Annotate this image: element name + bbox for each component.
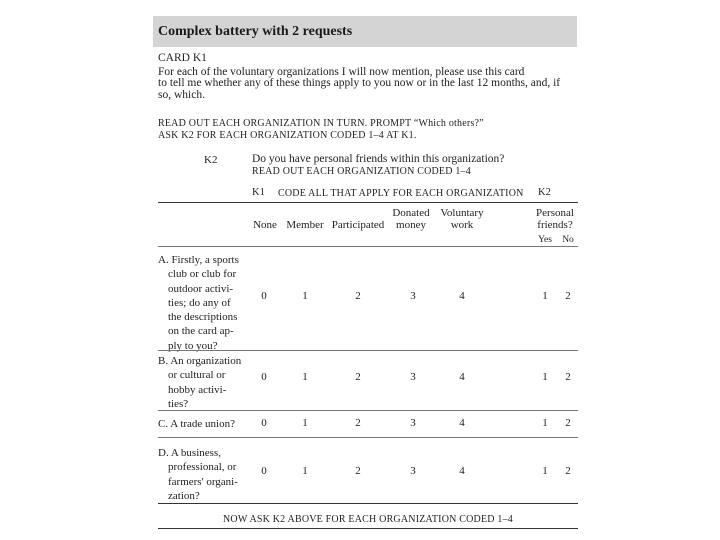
col-voluntary-line1: Voluntary bbox=[440, 207, 484, 219]
page-title: Complex battery with 2 requests bbox=[158, 24, 353, 39]
row-a-code-donated: 3 bbox=[410, 290, 416, 302]
header-rule-top bbox=[158, 202, 578, 203]
intro-line-2: to tell me whether any of these things apply to you now or in the last 12 months, and, if bbox=[158, 77, 561, 89]
row-d-friends-yes: 1 bbox=[542, 465, 548, 477]
intro-line-3: so, which. bbox=[158, 89, 205, 101]
col-donated-line1: Donated bbox=[392, 207, 430, 219]
row-d-code-participated: 2 bbox=[355, 465, 361, 477]
row-d-line: professional, or bbox=[168, 461, 237, 474]
table-rule-bottom bbox=[158, 503, 578, 504]
col-member: Member bbox=[286, 219, 324, 231]
row-b-code-donated: 3 bbox=[410, 371, 416, 383]
row-b-line: ties? bbox=[168, 397, 189, 410]
col-none: None bbox=[253, 219, 277, 231]
row-b-divider bbox=[158, 410, 578, 411]
row-c-code-participated: 2 bbox=[355, 417, 361, 429]
col-yes: Yes bbox=[538, 235, 552, 245]
k2-column-label: K2 bbox=[538, 187, 551, 198]
row-c-code-member: 1 bbox=[302, 417, 308, 429]
row-a-friends-yes: 1 bbox=[542, 290, 548, 302]
footer-rule bbox=[158, 528, 578, 529]
row-c-code-none: 0 bbox=[261, 417, 267, 429]
row-a-line: the descriptions bbox=[168, 311, 238, 324]
row-c-divider bbox=[158, 437, 578, 438]
row-a-code-participated: 2 bbox=[355, 290, 361, 302]
k2-instruction: READ OUT EACH ORGANIZATION CODED 1–4 bbox=[252, 166, 471, 177]
row-d-code-member: 1 bbox=[302, 465, 308, 477]
col-voluntary-line2: work bbox=[450, 219, 474, 231]
instruction-read-out: READ OUT EACH ORGANIZATION IN TURN. PROMPT “Which others?” bbox=[158, 118, 484, 129]
row-c-code-donated: 3 bbox=[410, 417, 416, 429]
row-d-code-donated: 3 bbox=[410, 465, 416, 477]
row-b-code-member: 1 bbox=[302, 371, 308, 383]
row-d-label bbox=[158, 446, 238, 503]
row-c-friends-yes: 1 bbox=[542, 417, 548, 429]
row-b-label bbox=[158, 354, 241, 411]
col-friends-line1: Personal bbox=[536, 207, 574, 219]
row-b-line: hobby activi- bbox=[168, 383, 227, 396]
card-label: CARD K1 bbox=[158, 52, 207, 64]
header-rule-bottom bbox=[158, 246, 578, 247]
k1-label: K1 bbox=[252, 187, 265, 198]
row-b-friends-no: 2 bbox=[565, 371, 571, 383]
k1-instruction: CODE ALL THAT APPLY FOR EACH ORGANIZATION bbox=[278, 188, 524, 199]
row-d-line: zation? bbox=[168, 489, 200, 502]
col-voluntary bbox=[433, 207, 491, 231]
row-a-line: outdoor activi- bbox=[168, 282, 234, 295]
row-a-friends-no: 2 bbox=[565, 290, 571, 302]
row-c-code-voluntary: 4 bbox=[459, 417, 465, 429]
row-b-line: B. An organization bbox=[158, 355, 242, 367]
row-a-line: club or club for bbox=[168, 268, 237, 281]
footer-instruction: NOW ASK K2 ABOVE FOR EACH ORGANIZATION CODED 1–4 bbox=[223, 514, 513, 525]
row-a-code-voluntary: 4 bbox=[459, 290, 465, 302]
row-b-line: or cultural or bbox=[168, 369, 226, 382]
instruction-ask-k2: ASK K2 FOR EACH ORGANIZATION CODED 1–4 AT K1. bbox=[158, 130, 417, 141]
row-b-code-voluntary: 4 bbox=[459, 371, 465, 383]
row-d-code-none: 0 bbox=[261, 465, 267, 477]
row-d-friends-no: 2 bbox=[565, 465, 571, 477]
row-b-code-participated: 2 bbox=[355, 371, 361, 383]
row-c-friends-no: 2 bbox=[565, 417, 571, 429]
col-no: No bbox=[562, 235, 574, 245]
row-c-line: C. A trade union? bbox=[158, 418, 235, 430]
k2-label: K2 bbox=[204, 154, 218, 166]
row-c-label bbox=[158, 417, 235, 431]
row-a-code-none: 0 bbox=[261, 290, 267, 302]
k2-question: Do you have personal friends within this organization? bbox=[252, 153, 505, 165]
intro-line-1: For each of the voluntary organizations I will now mention, please use this card bbox=[158, 66, 525, 78]
row-a-label bbox=[158, 253, 239, 353]
row-a-line: A. Firstly, a sports bbox=[158, 254, 239, 266]
row-a-line: ties; do any of bbox=[168, 296, 231, 309]
col-participated: Participated bbox=[331, 219, 385, 231]
col-donated-line2: money bbox=[396, 219, 426, 231]
col-friends-line2: friends? bbox=[537, 219, 573, 231]
col-donated bbox=[388, 207, 434, 231]
row-b-friends-yes: 1 bbox=[542, 371, 548, 383]
row-a-line: ply to you? bbox=[168, 339, 218, 352]
row-d-line: D. A business, bbox=[158, 447, 221, 459]
row-d-line: farmers' organi- bbox=[168, 475, 238, 488]
col-friends bbox=[530, 207, 580, 231]
row-b-code-none: 0 bbox=[261, 371, 267, 383]
row-a-code-member: 1 bbox=[302, 290, 308, 302]
row-a-line: on the card ap- bbox=[168, 325, 234, 338]
row-a-divider bbox=[158, 350, 578, 351]
row-d-code-voluntary: 4 bbox=[459, 465, 465, 477]
